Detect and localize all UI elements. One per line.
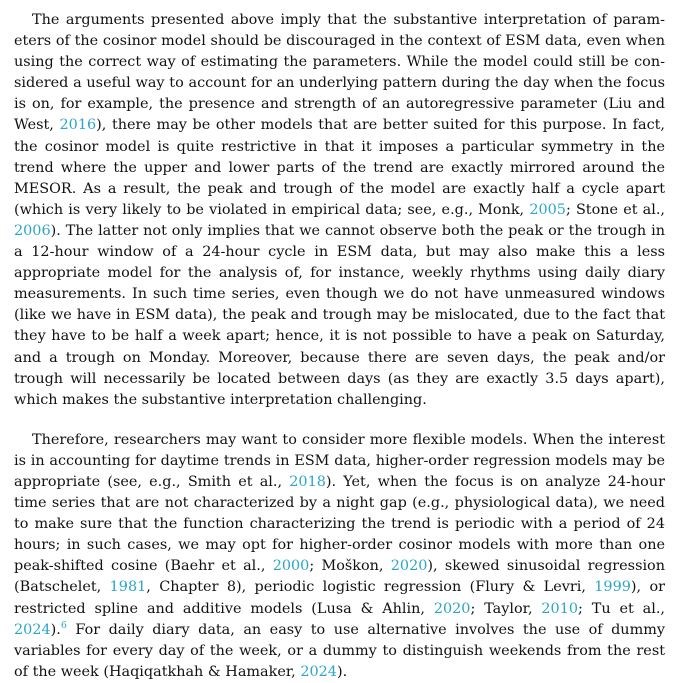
text-run: ), there may be other models that are better suited for this purpose. In fact, the cosinor model is quite restrictive in that it imposes a particular symmetry in the trend where the upper and lower parts of the trend are exactly mirrored around the MESOR. As a result, the peak and trough of the model are exactly half a cycle apart (which is very likely to be violated in empirical data; see, e.g., Monk, bbox=[14, 117, 666, 218]
text-run: ; Moškon, bbox=[309, 558, 391, 575]
text-run: ), or restricted spline and additive models (Lusa & Ahlin, bbox=[14, 579, 665, 617]
paragraph bbox=[14, 10, 665, 411]
citation-link[interactable]: 2024 bbox=[14, 621, 51, 638]
citation-link[interactable]: 2018 bbox=[289, 473, 326, 490]
text-run: ). The latter not only implies that we cannot observe both the peak or the trough in a 12-hour window of a 24-hour cycle in ESM data, but may also make this a less appropriate model for the analysis of, for instance, weekly rhythms using daily diary measurements. In such time series, even though we do not have unmeasured windows (like we have in ESM data), the peak and trough may be mislocated, due to the fact that they have to be half a week apart; hence, it is not possible to have a peak on Saturday, and a trough on Monday. Moreover, because there are seven days, the peak and/or trough will necessarily be located between days (as they are exactly 3.5 days apart), which makes the substantive interpretation challenging. bbox=[14, 222, 665, 408]
citation-link[interactable]: 2006 bbox=[14, 222, 51, 239]
body-text bbox=[14, 10, 665, 683]
text-run: ). Yet, when the focus is on analyze 24-hour time series that are not characterized by a night gap (e.g., physiological data), we need to make sure that the function characterizing the trend is periodic with a period of 24 hours; in such cases, we may opt for higher-order cosinor models with more than one peak-shifted cosine (Baehr et al., bbox=[14, 473, 665, 575]
text-run: , Chapter 8), periodic logistic regression (Flury & Levri, bbox=[146, 579, 595, 596]
citation-link[interactable]: 2010 bbox=[541, 600, 579, 617]
text-run: ; Tu et al., bbox=[578, 600, 665, 617]
citation-link[interactable]: 2020 bbox=[433, 600, 471, 617]
citation-link[interactable]: 2005 bbox=[529, 201, 566, 218]
citation-link[interactable]: 2020 bbox=[390, 558, 428, 575]
citation-link[interactable]: 1999 bbox=[594, 579, 631, 596]
text-run: For daily diary data, an easy to use alternative involves the use of dummy variables for every day of the week, or a dummy to distinguish weekends from the rest of the week (Haqiqatkhah & Hamaker, bbox=[14, 621, 665, 680]
paragraph bbox=[14, 430, 665, 683]
citation-link[interactable]: 2000 bbox=[272, 558, 310, 575]
text-run: Therefore, researchers may want to consider more flexible models. When the interest is in accounting for daytime trends in ESM data, higher-order regression models may be appropriate (see, e.g., Smith et al., bbox=[14, 431, 665, 490]
text-run: ), skewed sinusoidal regression (Batschelet, bbox=[14, 558, 665, 596]
citation-link[interactable]: 1981 bbox=[109, 579, 147, 596]
citation-link[interactable]: 2016 bbox=[59, 117, 97, 134]
text-run: The arguments presented above imply that the substantive interpretation of parameters of the cosinor model should be discouraged in the context of ESM data, even when using the correct way of estimating the parameters. While the model could still be considered a useful way to account for an underlying pattern during the day when the focus is on, for example, the presence and strength of an autoregressive parameter (Liu and West, bbox=[14, 12, 665, 134]
text-run: ; Stone et al., bbox=[565, 201, 665, 218]
text-run: ). bbox=[336, 663, 348, 680]
text-run: ; Taylor, bbox=[470, 600, 542, 617]
citation-link[interactable]: 2024 bbox=[300, 663, 337, 680]
footnote-marker[interactable]: 6 bbox=[60, 619, 67, 631]
text-run: ). bbox=[50, 621, 61, 638]
